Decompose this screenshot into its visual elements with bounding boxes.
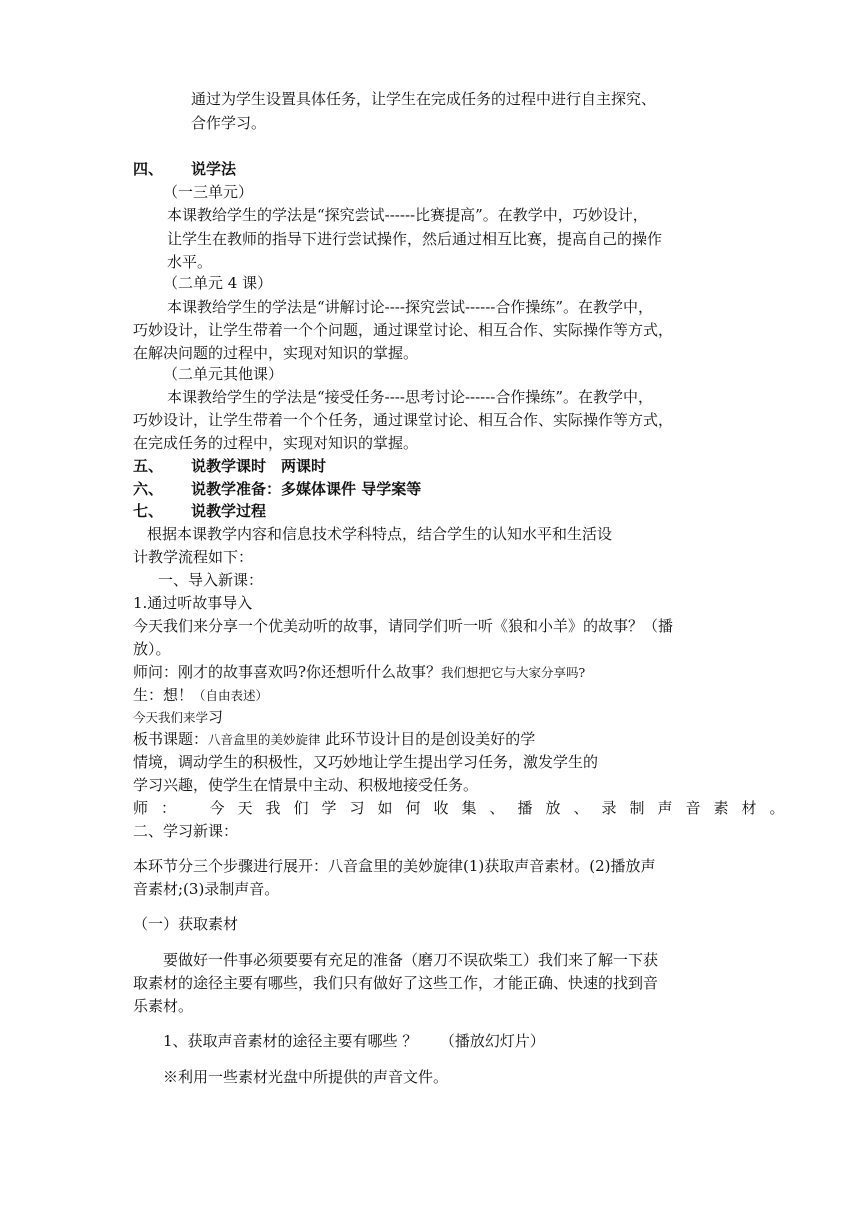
board-title-rest: 此环节设计目的是创设美好的学	[320, 730, 536, 748]
unit2other-label: （二单元其他课）	[163, 365, 284, 383]
section4-heading	[133, 158, 236, 180]
today-learn	[133, 706, 223, 729]
prep-line1: 要做好一件事必须要要有充足的准备（磨刀不误砍柴工）我们来了解一下获	[163, 951, 659, 969]
step2-title: 二、学习新课：	[133, 822, 239, 840]
process-intro-line2: 计教学流程如下：	[133, 548, 254, 566]
intro-method-line1: 通过为学生设置具体任务，让学生在完成任务的过程中进行自主探究、	[191, 90, 657, 108]
board-title-small: 八音盒里的美妙旋律	[208, 732, 321, 747]
section7-title: 说教学过程	[191, 502, 267, 520]
board-title	[133, 728, 535, 751]
section6-heading	[133, 478, 421, 500]
section4-title: 说学法	[191, 160, 237, 178]
unit13-line3: 水平。	[167, 253, 213, 271]
unit2other-line1: 本课教给学生的学法是“接受任务----思考讨论------合作操练”。在教学中，	[167, 388, 654, 406]
teacher-statement: 师： 今天我们学习如何收集、播放、录制声音素材。	[133, 799, 798, 817]
sub1-title: （一）获取素材	[133, 915, 239, 933]
story-line2: 放）。	[133, 640, 171, 658]
teacher-question-main: 师问：刚才的故事喜欢吗?你还想听什么故事？	[133, 663, 442, 681]
today-learn-char: 习	[208, 708, 224, 726]
unit2l4-line1: 本课教给学生的学法是“讲解讨论----探究尝试------合作操练”。在教学中，	[167, 298, 654, 316]
section7-number: 七、	[133, 502, 164, 520]
unit13-line2: 让学生在教师的指导下进行尝试操作，然后通过相互比赛，提高自己的操作	[167, 230, 663, 248]
unit2l4-label: （二单元 4 课）	[163, 274, 273, 292]
step1-title: 一、导入新课：	[158, 571, 264, 589]
student-answer-main: 生：想！	[133, 686, 194, 704]
unit13-line1: 本课教给学生的学法是“探究尝试------比赛提高”。在教学中，巧妙设计，	[167, 206, 648, 224]
steps-line2: 音素材;(3)录制声音。	[133, 880, 280, 898]
section5-number: 五、	[133, 457, 164, 475]
prep-line2: 取素材的途径主要有哪些，我们只有做好了这些工作，才能正确、快速的找到音	[133, 974, 659, 992]
section5-heading	[133, 455, 326, 477]
unit2other-line3: 在完成任务的过程中，实现对知识的掌握。	[133, 434, 419, 452]
section6-title: 说教学准备：多媒体课件 导学案等	[191, 480, 422, 498]
today-learn-small: 今天我们来学	[133, 710, 209, 725]
unit2l4-line2: 巧妙设计，让学生带着一个个问题，通过课堂讨论、相互合作、实际操作等方式，	[133, 321, 674, 339]
intro-method-line2: 合作学习。	[191, 114, 267, 132]
unit2l4-line3: 在解决问题的过程中，实现对知识的掌握。	[133, 344, 419, 362]
unit13-label: （一三单元）	[163, 183, 254, 201]
section7-heading	[133, 500, 266, 522]
item-1: ※利用一些素材光盘中所提供的声音文件。	[163, 1068, 449, 1086]
section4-number: 四、	[133, 160, 164, 178]
purpose-line3: 学习兴趣，使学生在情景中主动、积极地接受任务。	[133, 776, 479, 794]
student-answer	[133, 684, 268, 707]
student-answer-small: （自由表述）	[193, 688, 269, 703]
story-line1: 今天我们来分享一个优美动听的故事，请同学们听一听《狼和小羊》的故事？（播	[133, 617, 674, 635]
process-intro-line1: 根据本课教学内容和信息技术学科特点，结合学生的认知水平和生活设	[147, 525, 613, 543]
purpose-line2: 情境，调动学生的积极性，又巧妙地让学生提出学习任务，激发学生的	[133, 753, 599, 771]
section5-title: 说教学课时 两课时	[191, 457, 327, 475]
steps-line1: 本环节分三个步骤进行展开：八音盒里的美妙旋律(1)获取声音素材。(2)播放声	[133, 857, 656, 875]
question-1: 1、获取声音素材的途径主要有哪些 ？ （播放幻灯片）	[163, 1032, 545, 1050]
section6-number: 六、	[133, 480, 164, 498]
board-title-label: 板书课题：	[133, 730, 209, 748]
story-title: 1.通过听故事导入	[133, 594, 253, 612]
unit2other-line2: 巧妙设计，让学生带着一个个任务，通过课堂讨论、相互合作、实际操作等方式，	[133, 411, 674, 429]
prep-line3: 乐素材。	[133, 997, 194, 1015]
teacher-question-small: 我们想把它与大家分享吗?	[441, 665, 586, 680]
teacher-question	[133, 661, 585, 684]
